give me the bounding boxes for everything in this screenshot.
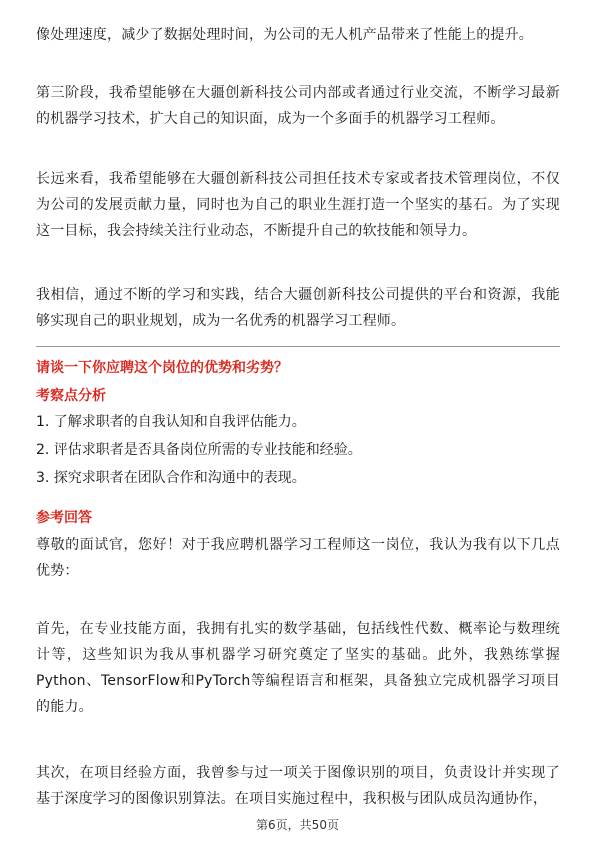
body-paragraph: 像处理速度，减少了数据处理时间，为公司的无人机产品带来了性能上的提升。	[36, 27, 533, 43]
page-number: 第6页，共50页	[256, 818, 339, 832]
analysis-heading: 考察点分析	[36, 388, 106, 404]
answer-paragraph: 尊敬的面试官，您好！对于我应聘机器学习工程师这一岗位，我认为我有以下几点优势：	[36, 537, 560, 579]
list-item: 3. 探究求职者在团队合作和沟通中的表现。	[36, 470, 306, 486]
answer-paragraph: 其次，在项目经验方面，我曾参与过一项关于图像识别的项目，负责设计并实现了基于深度学习的图像识别算法。在项目实施过程中，我积极与团队成员沟通协作，	[36, 765, 560, 807]
section-divider	[36, 346, 560, 347]
question-heading: 请谈一下你应聘这个岗位的优势和劣势？	[36, 360, 288, 376]
answer-heading: 参考回答	[36, 510, 92, 526]
list-item: 2. 评估求职者是否具备岗位所需的专业技能和经验。	[36, 442, 362, 458]
body-paragraph: 我相信，通过不断的学习和实践，结合大疆创新科技公司提供的平台和资源，我能够实现自己的职业规划，成为一名优秀的机器学习工程师。	[36, 287, 560, 329]
body-paragraph: 第三阶段，我希望能够在大疆创新科技公司内部或者通过行业交流，不断学习最新的机器学习技术，扩大自己的知识面，成为一个多面手的机器学习工程师。	[36, 85, 560, 127]
body-paragraph: 长远来看，我希望能够在大疆创新科技公司担任技术专家或者技术管理岗位，不仅为公司的发展贡献力量，同时也为自己的职业生涯打造一个坚实的基石。为了实现这一目标，我会持续关注行业动态，不断提升自己的软技能和领导力。	[36, 171, 560, 239]
answer-paragraph: 首先，在专业技能方面，我拥有扎实的数学基础，包括线性代数、概率论与数理统计等，这些知识为我从事机器学习研究奠定了坚实的基础。此外，我熟练掌握Python、TensorFlow和PyTorch等编程语言和框架，具备独立完成机器学习项目的能力。	[36, 621, 560, 715]
list-item: 1. 了解求职者的自我认知和自我评估能力。	[36, 414, 306, 430]
